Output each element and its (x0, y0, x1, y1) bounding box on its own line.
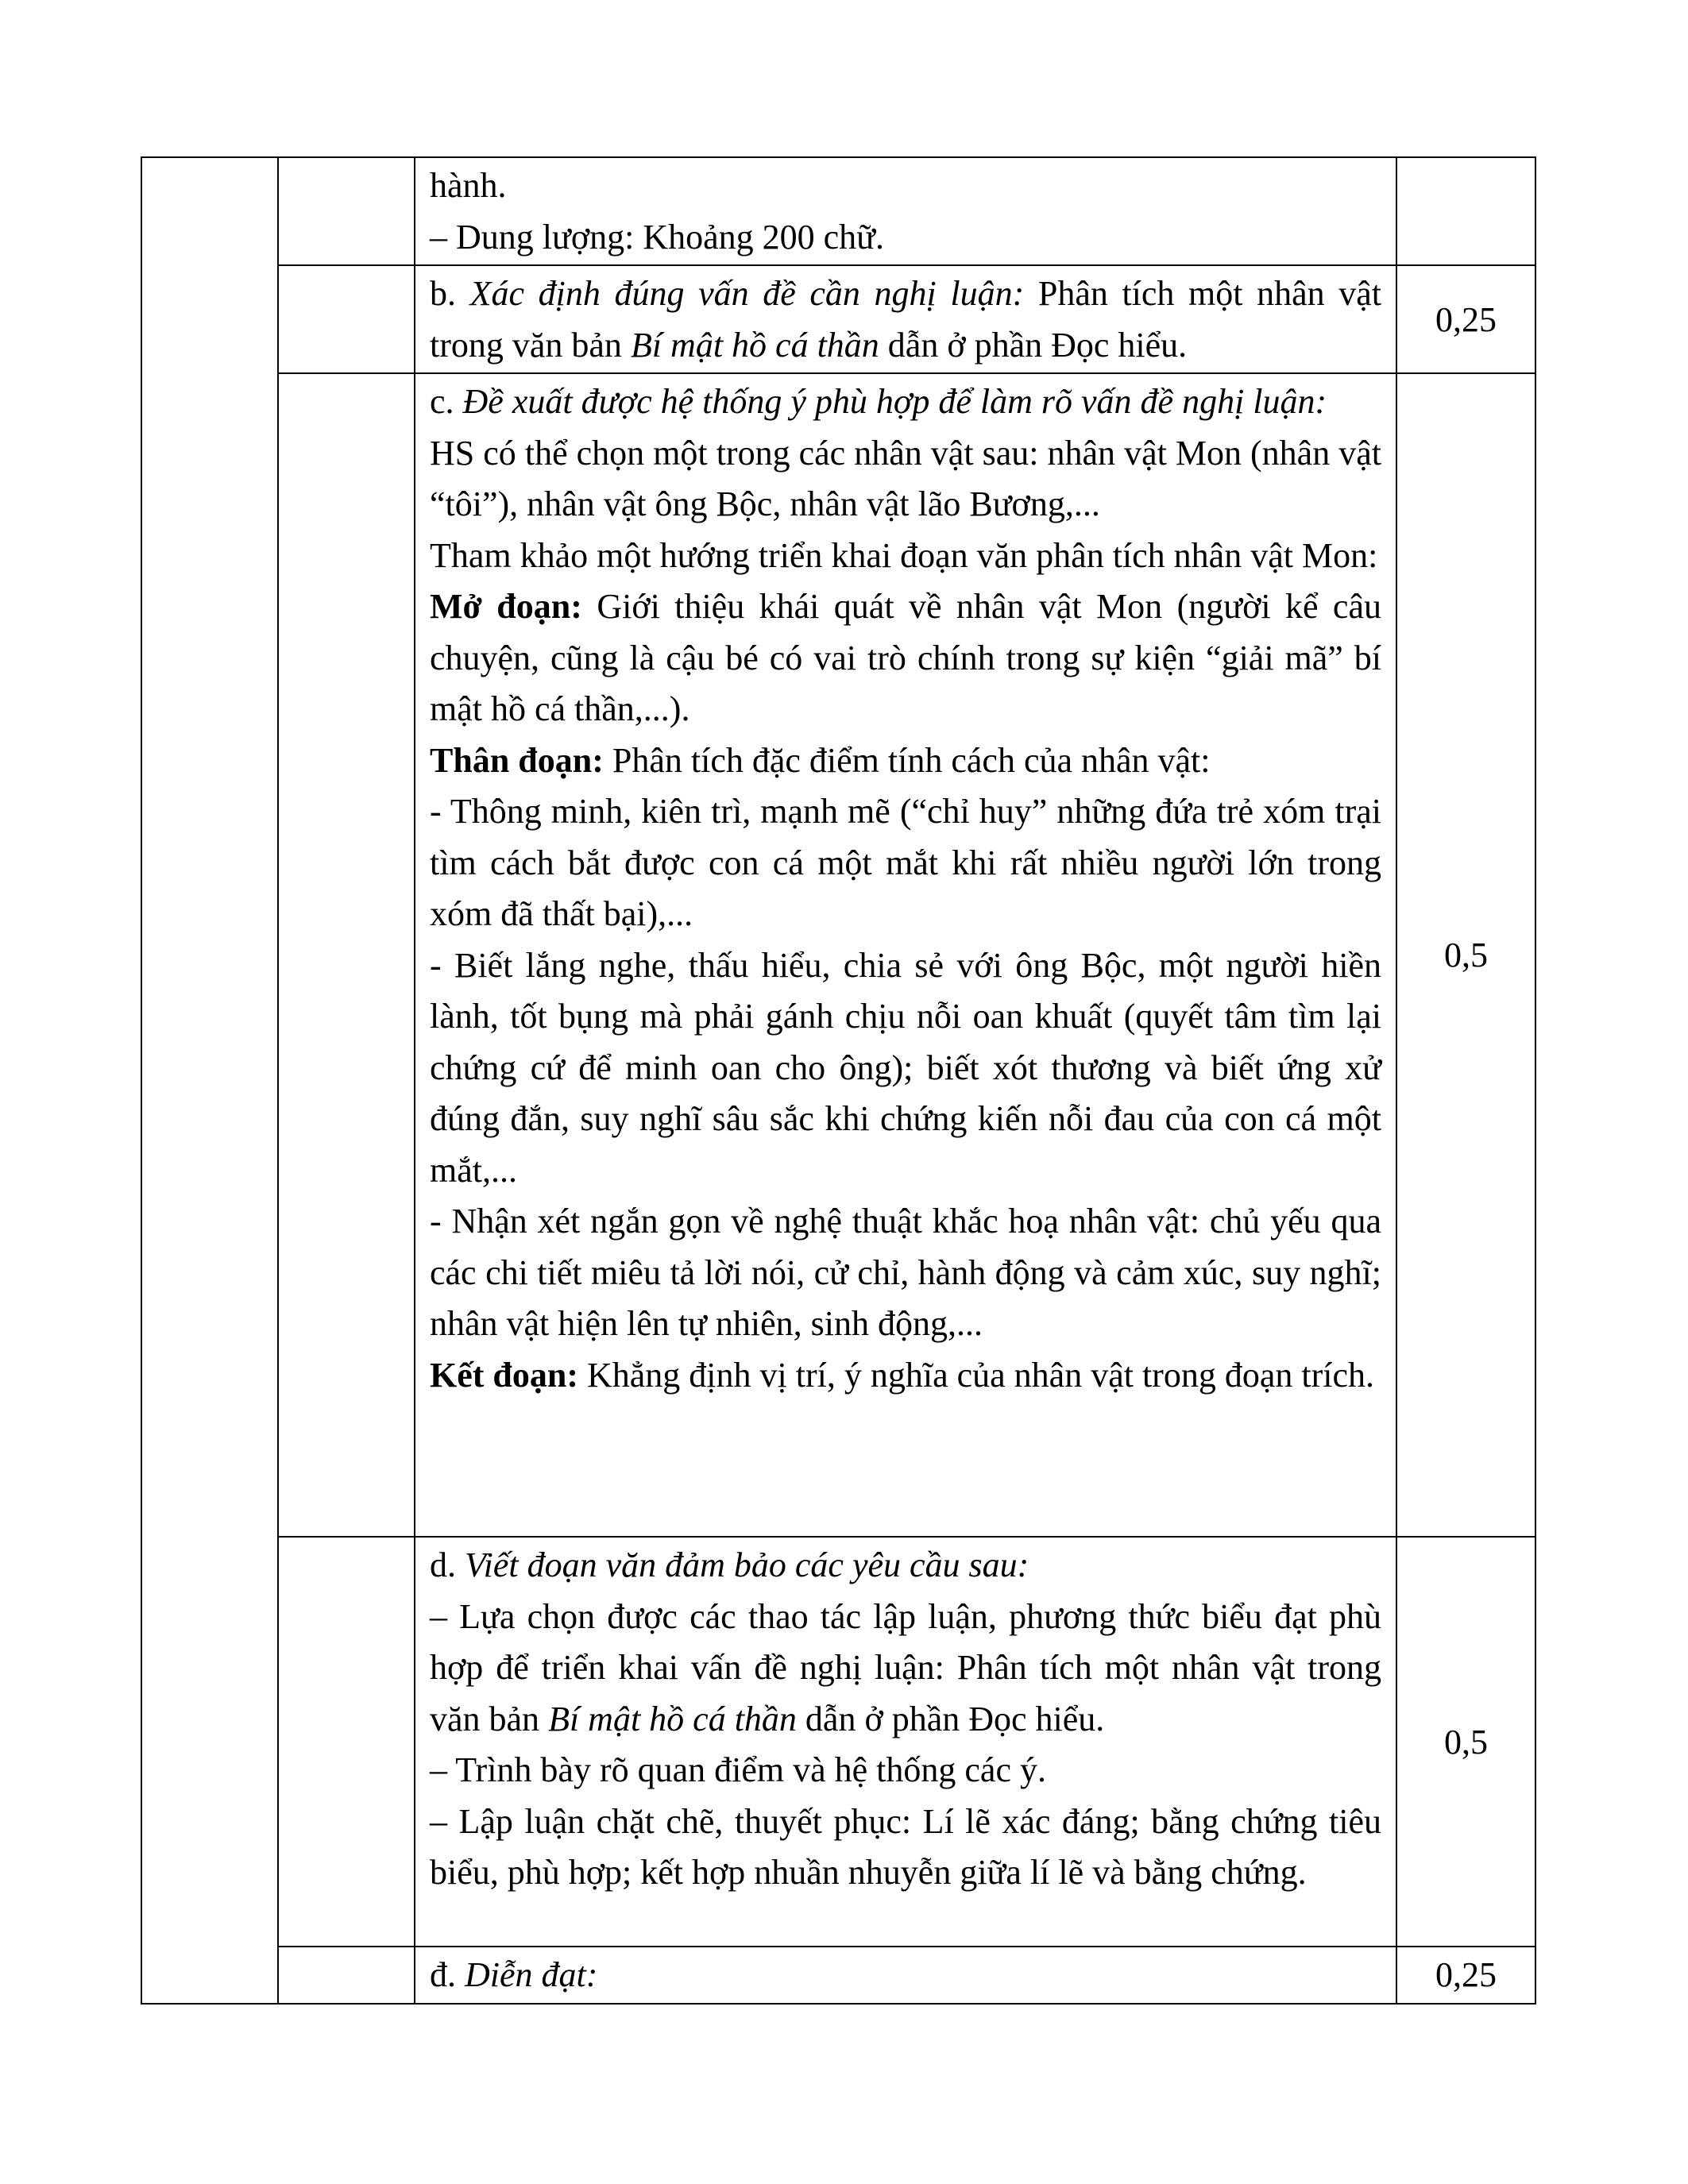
criterion-heading: Xác định đúng vấn đề cần nghị luận: (469, 274, 1025, 313)
score-value: 0,25 (1435, 299, 1497, 339)
item-prefix: đ. (430, 1955, 465, 1994)
body-point: - Thông minh, kiên trì, mạnh mẽ (“chỉ huy” những đứa trẻ xóm trại tìm cách bắt được con cá một mắt khi rất nhiều người lớn trong xóm đã thất bại),... (430, 792, 1381, 933)
score-cell (1396, 1947, 1535, 2004)
criterion-heading: Diễn đạt: (465, 1955, 598, 1994)
criterion-cell (415, 373, 1396, 1537)
body-text: Phân tích đặc điểm tính cách của nhân vật: (603, 740, 1211, 780)
closing-text: Khẳng định vị trí, ý nghĩa của nhân vật trong đoạn trích. (578, 1355, 1374, 1395)
item-prefix: d. (430, 1545, 465, 1584)
score-value: 0,5 (1444, 1722, 1488, 1761)
criterion-cell (415, 1537, 1396, 1947)
table-row (141, 1947, 1535, 2004)
sub-item-cell (278, 1537, 415, 1947)
criterion-heading: Đề xuất được hệ thống ý phù hợp để làm rõ vấn đề nghị luận: (462, 382, 1327, 421)
item-prefix: c. (430, 382, 463, 421)
table-row (141, 265, 1535, 373)
closing-label: Kết đoạn: (430, 1355, 578, 1395)
opening-text: Giới thiệu khái quát về nhân vật Mon (người kể câu chuyện, cũng là cậu bé có vai trò chính trong sự kiện “giải mã” bí mật hồ cá thần,...). (430, 587, 1381, 728)
question-number-cell (141, 157, 278, 2004)
sub-item-cell (278, 373, 415, 1537)
sub-item-cell (278, 157, 415, 265)
score-value: 0,25 (1435, 1955, 1497, 1995)
item-prefix: b. (430, 274, 470, 313)
score-cell (1396, 373, 1535, 1537)
criterion-cell (415, 157, 1396, 265)
score-cell (1396, 157, 1535, 265)
requirement-text: – Lập luận chặt chẽ, thuyết phục: Lí lẽ xác đáng; bằng chứng tiêu biểu, phù hợp; kết hợp nhuần nhuyễn giữa lí lẽ và bằng chứng. (430, 1801, 1381, 1892)
criterion-text: Phân tích một nhân vật trong văn bản (430, 274, 1382, 365)
body-label: Thân đoạn: (430, 740, 604, 780)
work-title: Bí mật hồ cá thần (548, 1699, 797, 1738)
criterion-heading: Viết đoạn văn đảm bảo các yêu cầu sau: (465, 1545, 1029, 1584)
requirement-text: – Trình bày rõ quan điểm và hệ thống các ý. (430, 1750, 1046, 1789)
body-point: - Nhận xét ngắn gọn về nghệ thuật khắc hoạ nhân vật: chủ yếu qua các chi tiết miêu tả lời nói, cử chỉ, hành động và cảm xúc, suy nghĩ; nhân vật hiện lên tự nhiên, sinh động,... (430, 1202, 1381, 1343)
body-point: - Biết lắng nghe, thấu hiểu, chia sẻ với ông Bộc, một người hiền lành, tốt bụng mà phải gánh chịu nỗi oan khuất (quyết tâm tìm lại chứng cứ để minh oan cho ông); biết xót thương và biết ứng xử đúng đắn, suy nghĩ sâu sắc khi chứng kiến nỗi đau của con cá một mắt,... (430, 945, 1381, 1190)
sub-item-cell (278, 265, 415, 373)
table-row (141, 157, 1535, 265)
criterion-line: hành. (430, 166, 507, 205)
sub-item-cell (278, 1947, 415, 2004)
score-cell (1396, 265, 1535, 373)
table-row (141, 373, 1535, 1537)
table-row (141, 1537, 1535, 1947)
criterion-cell (415, 1947, 1396, 2004)
opening-label: Mở đoạn: (430, 587, 582, 626)
requirement-text: – Lựa chọn được các thao tác lập luận, phương thức biểu đạt phù hợp để triển khai vấn đề nghị luận: Phân tích một nhân vật trong văn bản (430, 1596, 1381, 1738)
intro-text: HS có thể chọn một trong các nhân vật sau: nhân vật Mon (nhân vật “tôi”), nhân vật ông Bộc, nhân vật lão Bương,... (430, 433, 1381, 523)
score-cell (1396, 1537, 1535, 1947)
reference-text: Tham khảo một hướng triển khai đoạn văn phân tích nhân vật Mon: (430, 535, 1378, 575)
criterion-text: dẫn ở phần Đọc hiểu. (879, 325, 1188, 365)
score-value: 0,5 (1444, 936, 1488, 974)
grading-rubric-table (141, 156, 1536, 2005)
work-title: Bí mật hồ cá thần (630, 325, 879, 365)
criterion-line: – Dung lượng: Khoảng 200 chữ. (430, 217, 885, 257)
criterion-cell (415, 265, 1396, 373)
requirement-text: dẫn ở phần Đọc hiểu. (796, 1699, 1105, 1738)
